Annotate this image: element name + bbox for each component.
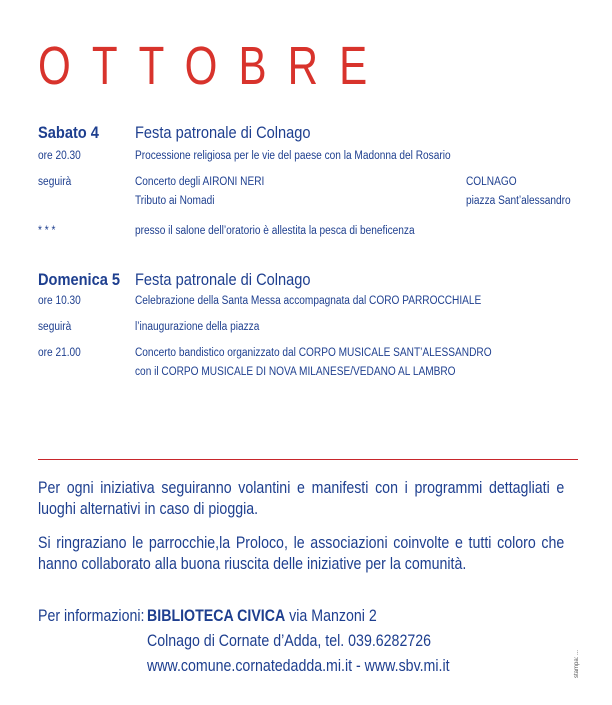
sunday-time-2: ore 21.00 [38,347,81,359]
sunday-title: Festa patronale di Colnago [135,270,311,289]
saturday-place-line-1: COLNAGO [466,176,517,188]
library-address: via Manzoni 2 [289,607,377,625]
month-title: OTTOBRE [38,36,389,96]
footer-paragraph-2: Si ringraziano le parrocchie,la Proloco, le associazioni coinvolte e tutti coloro che hanno collaborato alla buona riuscita delle iniziative per la comunità. [38,534,565,573]
sunday-day: Domenica 5 [38,270,121,289]
info-library-line [147,606,377,627]
sunday-event-3-line-2: con il CORPO MUSICALE DI NOVA MILANESE/VEDANO AL LAMBRO [135,366,456,378]
saturday-title: Festa patronale di Colnago [135,123,311,142]
divider-line [38,459,578,460]
sunday-event-3-line-1: Concerto bandistico organizzato dal CORPO MUSICALE SANT’ALESSANDRO [135,347,492,359]
footer-paragraph-1: Per ogni iniziativa seguiranno volantini e manifesti con i programmi dettagliati e luoghi alternativi in caso di pioggia. [38,479,565,518]
info-town-phone: Colnago di Cornate d’Adda, tel. 039.6282726 [147,632,432,650]
saturday-note: presso il salone dell’oratorio è allestita la pesca di beneficenza [135,225,415,237]
saturday-day: Sabato 4 [38,123,99,142]
saturday-time-1: ore 20.30 [38,150,81,162]
sunday-event-1: Celebrazione della Santa Messa accompagnata dal CORO PARROCCHIALE [135,295,482,307]
library-name: BIBLIOTECA CIVICA [147,607,286,625]
info-websites[interactable]: www.comune.cornatedadda.mi.it - www.sbv.mi.it [147,657,450,675]
saturday-concert-line-2: Tributo ai Nomadi [135,195,215,207]
saturday-event-1: Processione religiosa per le vie del paese con la Madonna del Rosario [135,150,451,162]
saturday-stars: * * * [38,225,56,237]
sunday-event-2: l’inaugurazione della piazza [135,321,260,333]
saturday-place-line-2: piazza Sant’alessandro [466,195,571,207]
sunday-time-1: ore 10.30 [38,295,81,307]
sunday-then-label: seguirà [38,321,72,333]
info-label: Per informazioni: [38,607,145,625]
print-credit: stampa: ... [574,649,580,678]
saturday-then-label: seguirà [38,176,72,188]
saturday-concert-line-1: Concerto degli AIRONI NERI [135,176,265,188]
